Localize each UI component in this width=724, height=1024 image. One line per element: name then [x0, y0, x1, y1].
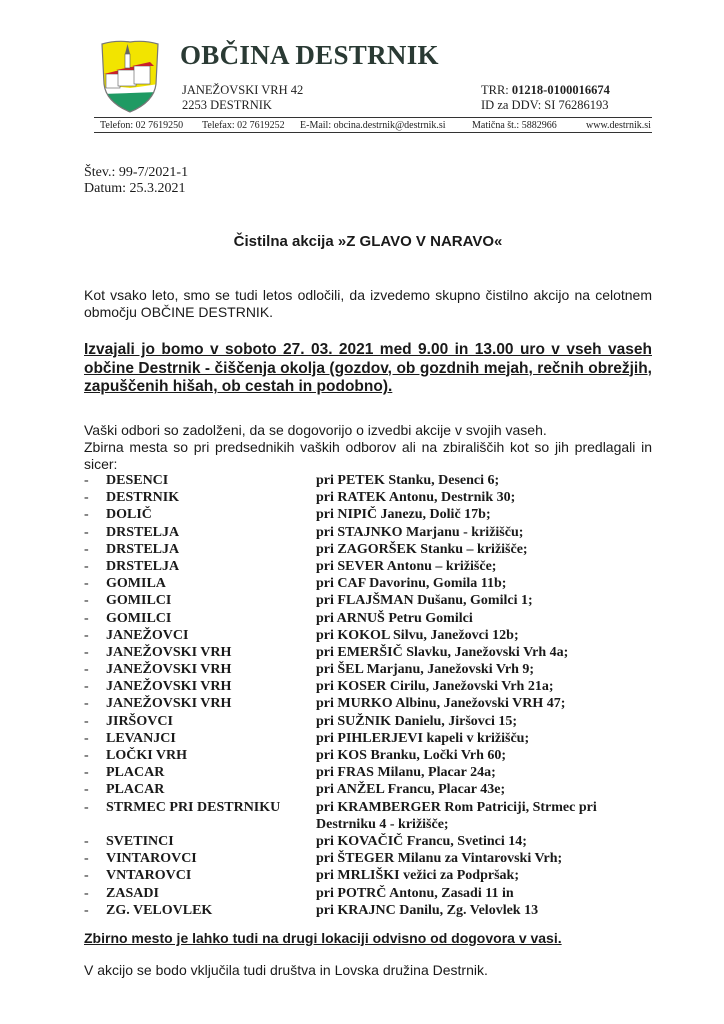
- village-name: STRMEC PRI DESTRNIKU: [106, 799, 281, 815]
- village-name: SVETINCI: [106, 833, 174, 849]
- collection-point-row: [84, 541, 654, 558]
- village-name: DRSTELJA: [106, 541, 180, 557]
- collection-location: pri POTRČ Antonu, Zasadi 11 in: [316, 885, 514, 901]
- village-name: GOMILA: [106, 576, 166, 592]
- collection-location: pri CAF Davorinu, Gomila 11b;: [316, 576, 507, 592]
- address-line-2: 2253 DESTRNIK: [182, 98, 272, 112]
- collection-location: pri ŠTEGER Milanu za Vintarovski Vrh;: [316, 851, 563, 867]
- village-name: PLACAR: [106, 782, 165, 798]
- title-prefix: Čistilna akcija: [233, 233, 334, 250]
- phone-number: Telefon: 02 7619250: [100, 120, 184, 131]
- reference-number: Štev.: 99-7/2021-1: [84, 165, 189, 180]
- fax-number: Telefax: 02 7619252: [202, 120, 285, 131]
- collection-point-row: [84, 661, 654, 678]
- collection-points-list: [84, 472, 654, 919]
- list-bullet: -: [84, 713, 89, 729]
- collection-point-row: [84, 885, 654, 902]
- list-bullet: -: [84, 662, 89, 678]
- list-bullet: -: [84, 885, 89, 901]
- list-bullet: -: [84, 507, 89, 523]
- collection-point-row: [84, 610, 654, 627]
- collection-point-row: [84, 644, 654, 661]
- list-bullet: -: [84, 782, 89, 798]
- collection-location: pri KOSER Cirilu, Janežovski Vrh 21a;: [316, 679, 554, 695]
- list-bullet: -: [84, 627, 89, 643]
- village-name: LOČKI VRH: [106, 748, 188, 763]
- collection-point-row: [84, 833, 654, 850]
- collection-location: pri ARNUŠ Petru Gomilci: [316, 610, 473, 626]
- header-divider-top: [94, 117, 652, 118]
- email-address[interactable]: E-Mail: obcina.destrnik@destrnik.si: [300, 120, 446, 131]
- collection-point-row: [84, 575, 654, 592]
- collection-point-row: [84, 695, 654, 712]
- village-name: LEVANJCI: [106, 730, 176, 746]
- village-name: DOLIČ: [106, 507, 152, 523]
- village-name: DRSTELJA: [106, 558, 180, 574]
- collection-location: pri NIPIČ Janezu, Dolič 17b;: [316, 507, 491, 523]
- collection-location: pri MURKO Albinu, Janežovski VRH 47;: [316, 696, 566, 712]
- list-bullet: -: [84, 473, 89, 488]
- collection-point-row: [84, 850, 654, 867]
- municipality-crest-icon: [96, 36, 164, 114]
- website-link[interactable]: www.destrnik.si: [586, 120, 651, 131]
- collection-location: pri FRAS Milanu, Placar 24a;: [316, 765, 496, 781]
- collection-point-row: [84, 747, 654, 764]
- list-bullet: -: [84, 558, 89, 574]
- list-bullet: -: [84, 902, 89, 918]
- intro-paragraph: Kot vsako leto, smo se tudi letos odločili, da izvedemo skupno čistilno akcijo na celotnem območju OBČINE DESTRNIK.: [84, 287, 652, 320]
- village-name: GOMILCI: [106, 610, 172, 626]
- village-name: GOMILCI: [106, 593, 172, 609]
- village-name: JIRŠOVCI: [106, 713, 173, 729]
- collection-location: pri PIHLERJEVI kapeli v križišču;: [316, 730, 530, 746]
- list-bullet: -: [84, 851, 89, 867]
- collection-location: pri STAJNKO Marjanu - križišču;: [316, 524, 524, 540]
- collection-point-row: [84, 472, 654, 489]
- list-bullet: -: [84, 748, 89, 763]
- registration-number: Matična št.: 5882966: [472, 120, 557, 131]
- collection-point-row: [84, 781, 654, 798]
- collection-location: pri KRAMBERGER Rom Patriciji, Strmec pri: [316, 799, 597, 815]
- list-bullet: -: [84, 696, 89, 712]
- list-bullet: -: [84, 833, 89, 849]
- collection-location: pri ANŽEL Francu, Placar 43e;: [316, 782, 506, 798]
- village-name: PLACAR: [106, 765, 165, 781]
- collection-location: pri KOVAČIČ Francu, Svetinci 14;: [316, 833, 527, 849]
- list-bullet: -: [84, 765, 89, 781]
- list-bullet: -: [84, 524, 89, 540]
- village-name: JANEŽOVSKI VRH: [106, 662, 232, 678]
- collection-point-row: [84, 730, 654, 747]
- list-bullet: -: [84, 644, 89, 660]
- collection-point-row: [84, 678, 654, 695]
- collection-point-row: [84, 592, 654, 609]
- collection-points-intro: Zbirna mesta so pri predsednikih vaških odborov ali na zbirališčih kot so jih predlagali in sicer:: [84, 439, 652, 472]
- bank-account: [481, 83, 610, 98]
- village-name: DESTRNIK: [106, 490, 180, 506]
- list-bullet: -: [84, 490, 89, 506]
- collection-location: pri MRLIŠKI vežici za Podpršak;: [316, 868, 519, 884]
- collection-point-row: [84, 902, 654, 919]
- collection-location: pri FLAJŠMAN Dušanu, Gomilci 1;: [316, 593, 533, 609]
- address-line-1: JANEŽOVSKI VRH 42: [182, 83, 304, 97]
- list-bullet: -: [84, 868, 89, 884]
- list-bullet: -: [84, 593, 89, 609]
- list-bullet: -: [84, 799, 89, 815]
- village-name: DESENCI: [106, 473, 169, 488]
- collection-location: pri SEVER Antonu – križišče;: [316, 558, 497, 574]
- village-name: VINTAROVCI: [106, 851, 197, 867]
- collection-location: pri RATEK Antonu, Destrnik 30;: [316, 490, 516, 506]
- collection-location: pri EMERŠIČ Slavku, Janežovski Vrh 4a;: [316, 644, 569, 660]
- village-name: JANEŽOVSKI VRH: [106, 696, 232, 712]
- document-title: [0, 233, 724, 250]
- alternative-location-note: Zbirno mesto je lahko tudi na drugi lokaciji odvisno od dogovora v vasi.: [84, 930, 562, 946]
- collection-location: pri SUŽNIK Danielu, Jiršovci 15;: [316, 713, 518, 729]
- collection-point-row: [84, 489, 654, 506]
- collection-point-row: [84, 867, 654, 884]
- collection-location: pri KOS Branku, Ločki Vrh 60;: [316, 748, 507, 763]
- title-campaign-name: »Z GLAVO V NARAVO«: [337, 233, 503, 250]
- vat-id: ID za DDV: SI 76286193: [481, 98, 609, 112]
- list-bullet: -: [84, 576, 89, 592]
- header-divider-bottom: [94, 132, 652, 133]
- collection-point-row: [84, 764, 654, 781]
- village-name: ZASADI: [106, 885, 159, 901]
- collection-location: pri ZAGORŠEK Stanku – križišče;: [316, 541, 528, 557]
- list-bullet: -: [84, 541, 89, 557]
- village-name: JANEŽOVSKI VRH: [106, 679, 232, 695]
- collection-location: pri KOKOL Silvu, Janežovci 12b;: [316, 627, 519, 643]
- list-bullet: -: [84, 730, 89, 746]
- village-committees-paragraph: Vaški odbori so zadolženi, da se dogovorijo o izvedbi akcije v svojih vaseh.: [84, 422, 547, 438]
- collection-point-row: [84, 713, 654, 730]
- village-name: DRSTELJA: [106, 524, 180, 540]
- collection-point-row: [84, 799, 654, 833]
- village-name: ZG. VELOVLEK: [106, 902, 213, 918]
- list-bullet: -: [84, 679, 89, 695]
- collection-point-row: [84, 524, 654, 541]
- organization-name: OBČINA DESTRNIK: [180, 40, 439, 70]
- document-date: Datum: 25.3.2021: [84, 181, 186, 196]
- village-name: JANEŽOVCI: [106, 627, 189, 643]
- collection-location-continued: Destrniku 4 - križišče;: [316, 816, 449, 832]
- closing-paragraph: V akcijo se bodo vključila tudi društva in Lovska družina Destrnik.: [84, 962, 488, 978]
- bank-account-value: 01218-0100016674: [511, 83, 610, 97]
- event-details-paragraph: Izvajali jo bomo v soboto 27. 03. 2021 med 9.00 in 13.00 uro v vseh vaseh občine Destrnik - čiščenja okolja (gozdov, ob gozdnih mejah, rečnih obrežjih, zapuščenih hišah, ob cestah in podobno).: [84, 341, 652, 395]
- village-name: VNTAROVCI: [106, 868, 192, 884]
- list-bullet: -: [84, 610, 89, 626]
- bank-account-label: TRR:: [481, 83, 512, 97]
- collection-point-row: [84, 558, 654, 575]
- collection-point-row: [84, 506, 654, 523]
- collection-location: pri PETEK Stanku, Desenci 6;: [316, 473, 500, 488]
- collection-location: pri KRAJNC Danilu, Zg. Velovlek 13: [316, 902, 539, 918]
- collection-location: pri ŠEL Marjanu, Janežovski Vrh 9;: [316, 662, 535, 678]
- village-name: JANEŽOVSKI VRH: [106, 644, 232, 660]
- collection-point-row: [84, 627, 654, 644]
